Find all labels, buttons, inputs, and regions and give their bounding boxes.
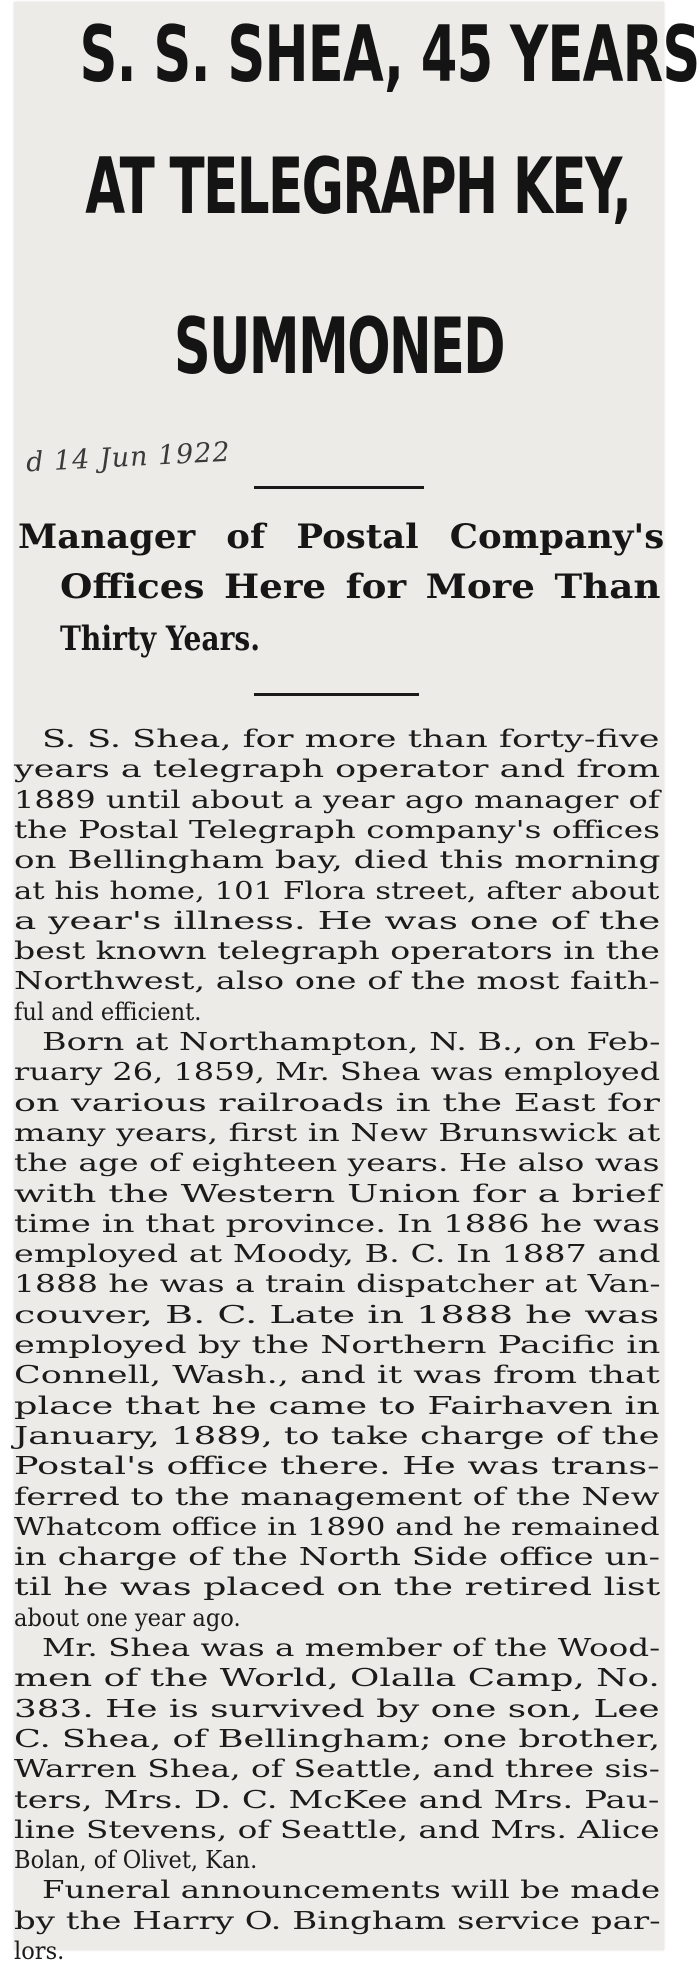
article-line: at his home, 101 Flora street, after about — [14, 876, 660, 905]
article-line: Warren Shea, of Seattle, and three sis- — [14, 1755, 660, 1784]
article-line: employed at Moody, B. C. In 1887 and — [14, 1240, 661, 1269]
divider-rule-top — [254, 486, 424, 489]
article-line: Connell, Wash., and it was from that — [14, 1361, 660, 1390]
article-line: Whatcom office in 1890 and he remained — [14, 1512, 660, 1541]
article-line: the Postal Telegraph company's offices — [14, 815, 660, 844]
article-line: time in that province. In 1886 he was — [14, 1209, 660, 1238]
article-line: best known telegraph operators in the — [14, 937, 660, 966]
article-line: in charge of the North Side office un- — [14, 1543, 660, 1572]
divider-rule-bottom — [254, 693, 419, 696]
article-line: 1889 until about a year ago manager of — [14, 785, 660, 814]
headline-line-3: SUMMONED — [173, 300, 504, 392]
article-line: ferred to the management of the New — [14, 1482, 660, 1511]
article-line: Postal's office there. He was trans- — [14, 1452, 660, 1481]
article-line: Bolan, of Olivet, Kan. — [14, 1846, 258, 1875]
article-line: a year's illness. He was one of the — [14, 906, 661, 935]
article-line: 383. He is survived by one son, Lee — [14, 1694, 660, 1723]
subheadline-line-1: Manager of Postal Company's — [18, 517, 665, 557]
article-line: many years, first in New Brunswick at — [14, 1118, 661, 1147]
article-line: years a telegraph operator and from — [14, 755, 661, 784]
article-line: by the Harry O. Bingham service par- — [14, 1906, 661, 1935]
article-line: 1888 he was a train dispatcher at Van- — [14, 1270, 661, 1299]
article-line: with the Western Union for a brief — [14, 1179, 661, 1208]
article-line: Born at Northampton, N. B., on Feb- — [42, 1028, 661, 1056]
article-line: til he was placed on the retired list — [14, 1573, 661, 1602]
article-line: ters, Mrs. D. C. McKee and Mrs. Pau- — [14, 1785, 660, 1814]
article-line: the age of eighteen years. He also was — [14, 1149, 660, 1178]
subheadline-line-2: Offices Here for More Than — [60, 567, 661, 607]
article-line: employed by the Northern Pacific in — [14, 1331, 661, 1359]
article-line: Funeral announcements will be made — [42, 1876, 661, 1905]
article-line: C. Shea, of Bellingham; one brother, — [14, 1724, 661, 1753]
article-line: about one year ago. — [14, 1603, 241, 1632]
article-line: ful and efficient. — [14, 997, 202, 1026]
article-line: on various railroads in the East for — [14, 1088, 660, 1117]
article-line: place that he came to Fairhaven in — [14, 1391, 660, 1420]
article-line: lors. — [14, 1937, 65, 1965]
article-line: couver, B. C. Late in 1888 he was — [14, 1300, 660, 1329]
newspaper-clipping — [14, 2, 700, 1965]
article-line: on Bellingham bay, died this morning — [14, 846, 661, 875]
article-line: Mr. Shea was a member of the Wood- — [42, 1634, 661, 1662]
article-line: line Stevens, of Seattle, and Mrs. Alice — [14, 1815, 660, 1844]
article-line: men of the World, Olalla Camp, No. — [14, 1664, 660, 1693]
subheadline-line-3: Thirty Years. — [60, 619, 261, 659]
handwritten-date-note: d 14 Jun 1922 — [25, 436, 232, 479]
article-line: Northwest, also one of the most faith- — [14, 967, 660, 996]
article-line: S. S. Shea, for more than forty-five — [42, 725, 660, 753]
article-line: ruary 26, 1859, Mr. Shea was employed — [14, 1058, 661, 1087]
article-line: January, 1889, to take charge of the — [14, 1421, 660, 1450]
headline-line-1: S. S. SHEA, 45 YEARS — [79, 8, 700, 100]
headline-line-2: AT TELEGRAPH KEY, — [85, 140, 631, 232]
